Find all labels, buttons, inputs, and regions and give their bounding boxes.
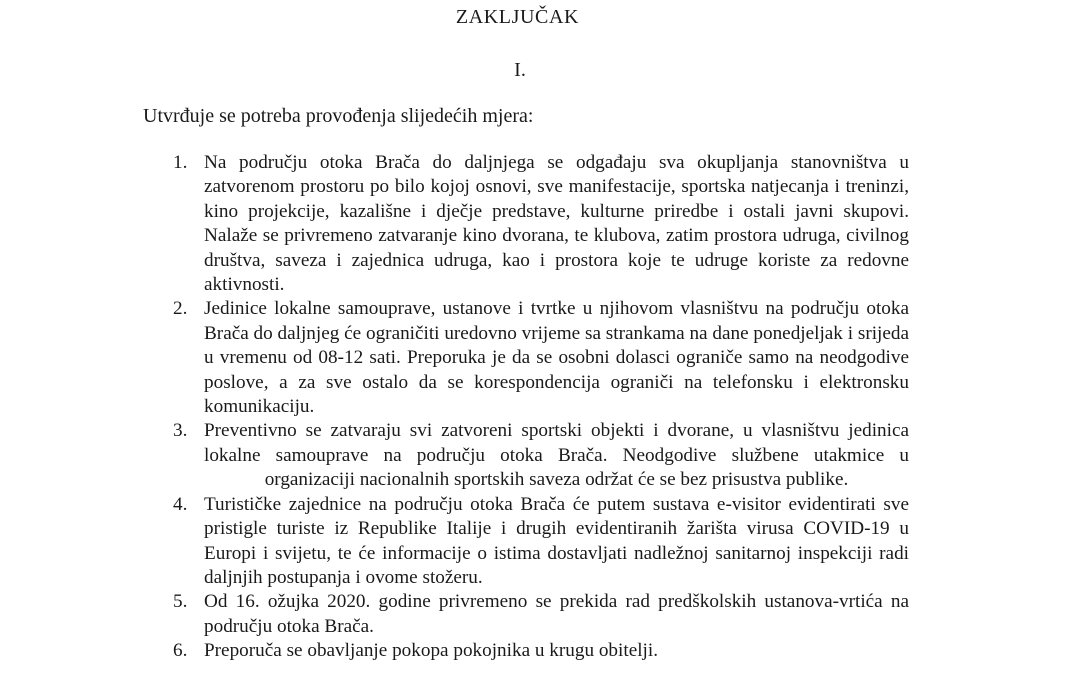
list-item-number: 6. (173, 640, 188, 662)
list-item-text: Od 16. ožujka 2020. godine privremeno se prekida rad predškolskih ustanova-vrtića na području otoka Brača. (204, 591, 909, 637)
list-item (163, 151, 909, 297)
list-item-number: 5. (173, 591, 188, 613)
list-item-text: Preporuča se obavljanje pokopa pokojnika u krugu obitelji. (204, 640, 658, 662)
list-item-text: Turističke zajednice na području otoka Brača će putem sustava e-visitor evidentirati sve pristigle turiste iz Republike Italije i drugih evidentiranih žarišta virusa COVID-19 u Europi i svijetu, te će informacije o istima dostavljati nadležnoj sanitarnoj inspekciji radi daljnjih postupanja i ovome stožeru. (204, 493, 909, 588)
list-item-number: 3. (173, 420, 188, 442)
measures-list (163, 151, 909, 664)
document-title: ZAKLJUČAK (455, 6, 580, 28)
list-item-number: 1. (173, 152, 188, 173)
list-item (163, 639, 909, 663)
list-item (163, 419, 909, 492)
list-item (163, 590, 909, 639)
list-item-number: 2. (173, 298, 188, 320)
list-item-text: Preventivno se zatvaraju svi zatvoreni sportski objekti i dvorane, u vlasništvu jedinica lokalne samouprave na području otoka Brača. Neodgodive službene utakmice u organizaciji nacionalnih sportskih saveza održat će se bez prisustva publike. (204, 420, 909, 491)
list-item-number: 4. (173, 493, 188, 515)
list-item-text: Jedinice lokalne samouprave, ustanove i tvrtke u njihovom vlasništvu na području otoka Brača do daljnjeg će ograničiti uredovno vrijeme sa strankama na dane ponedjeljak i srijeda u vremenu od 08-12 sati. Preporuka je da se osobni dolasci ograniče samo na neodgodive poslove, a za sve ostalo da se korespondencija ograniči na telefonsku i elektronsku komunikaciju. (204, 298, 909, 418)
list-item-text: Na području otoka Brača do daljnjega se odgađaju sva okupljanja stanovništva u zatvorenom prostoru po bilo kojoj osnovi, sve manifestacije, sportska natjecanja i treninzi, kino projekcije, kazališne i dječje predstave, kulturne priredbe i ostali javni skupovi. Nalaže se privremeno zatvaranje kino dvorana, te klubova, zatim prostora udruga, civilnog društva, saveza i zajednica udruga, kao i prostora koje te udruge koriste za redovne aktivnosti. (204, 152, 909, 296)
list-item (163, 297, 909, 419)
section-number: I. (514, 59, 526, 81)
list-item (163, 493, 909, 591)
intro-paragraph: Utvrđuje se potreba provođenja slijedećih mjera: (143, 105, 534, 127)
